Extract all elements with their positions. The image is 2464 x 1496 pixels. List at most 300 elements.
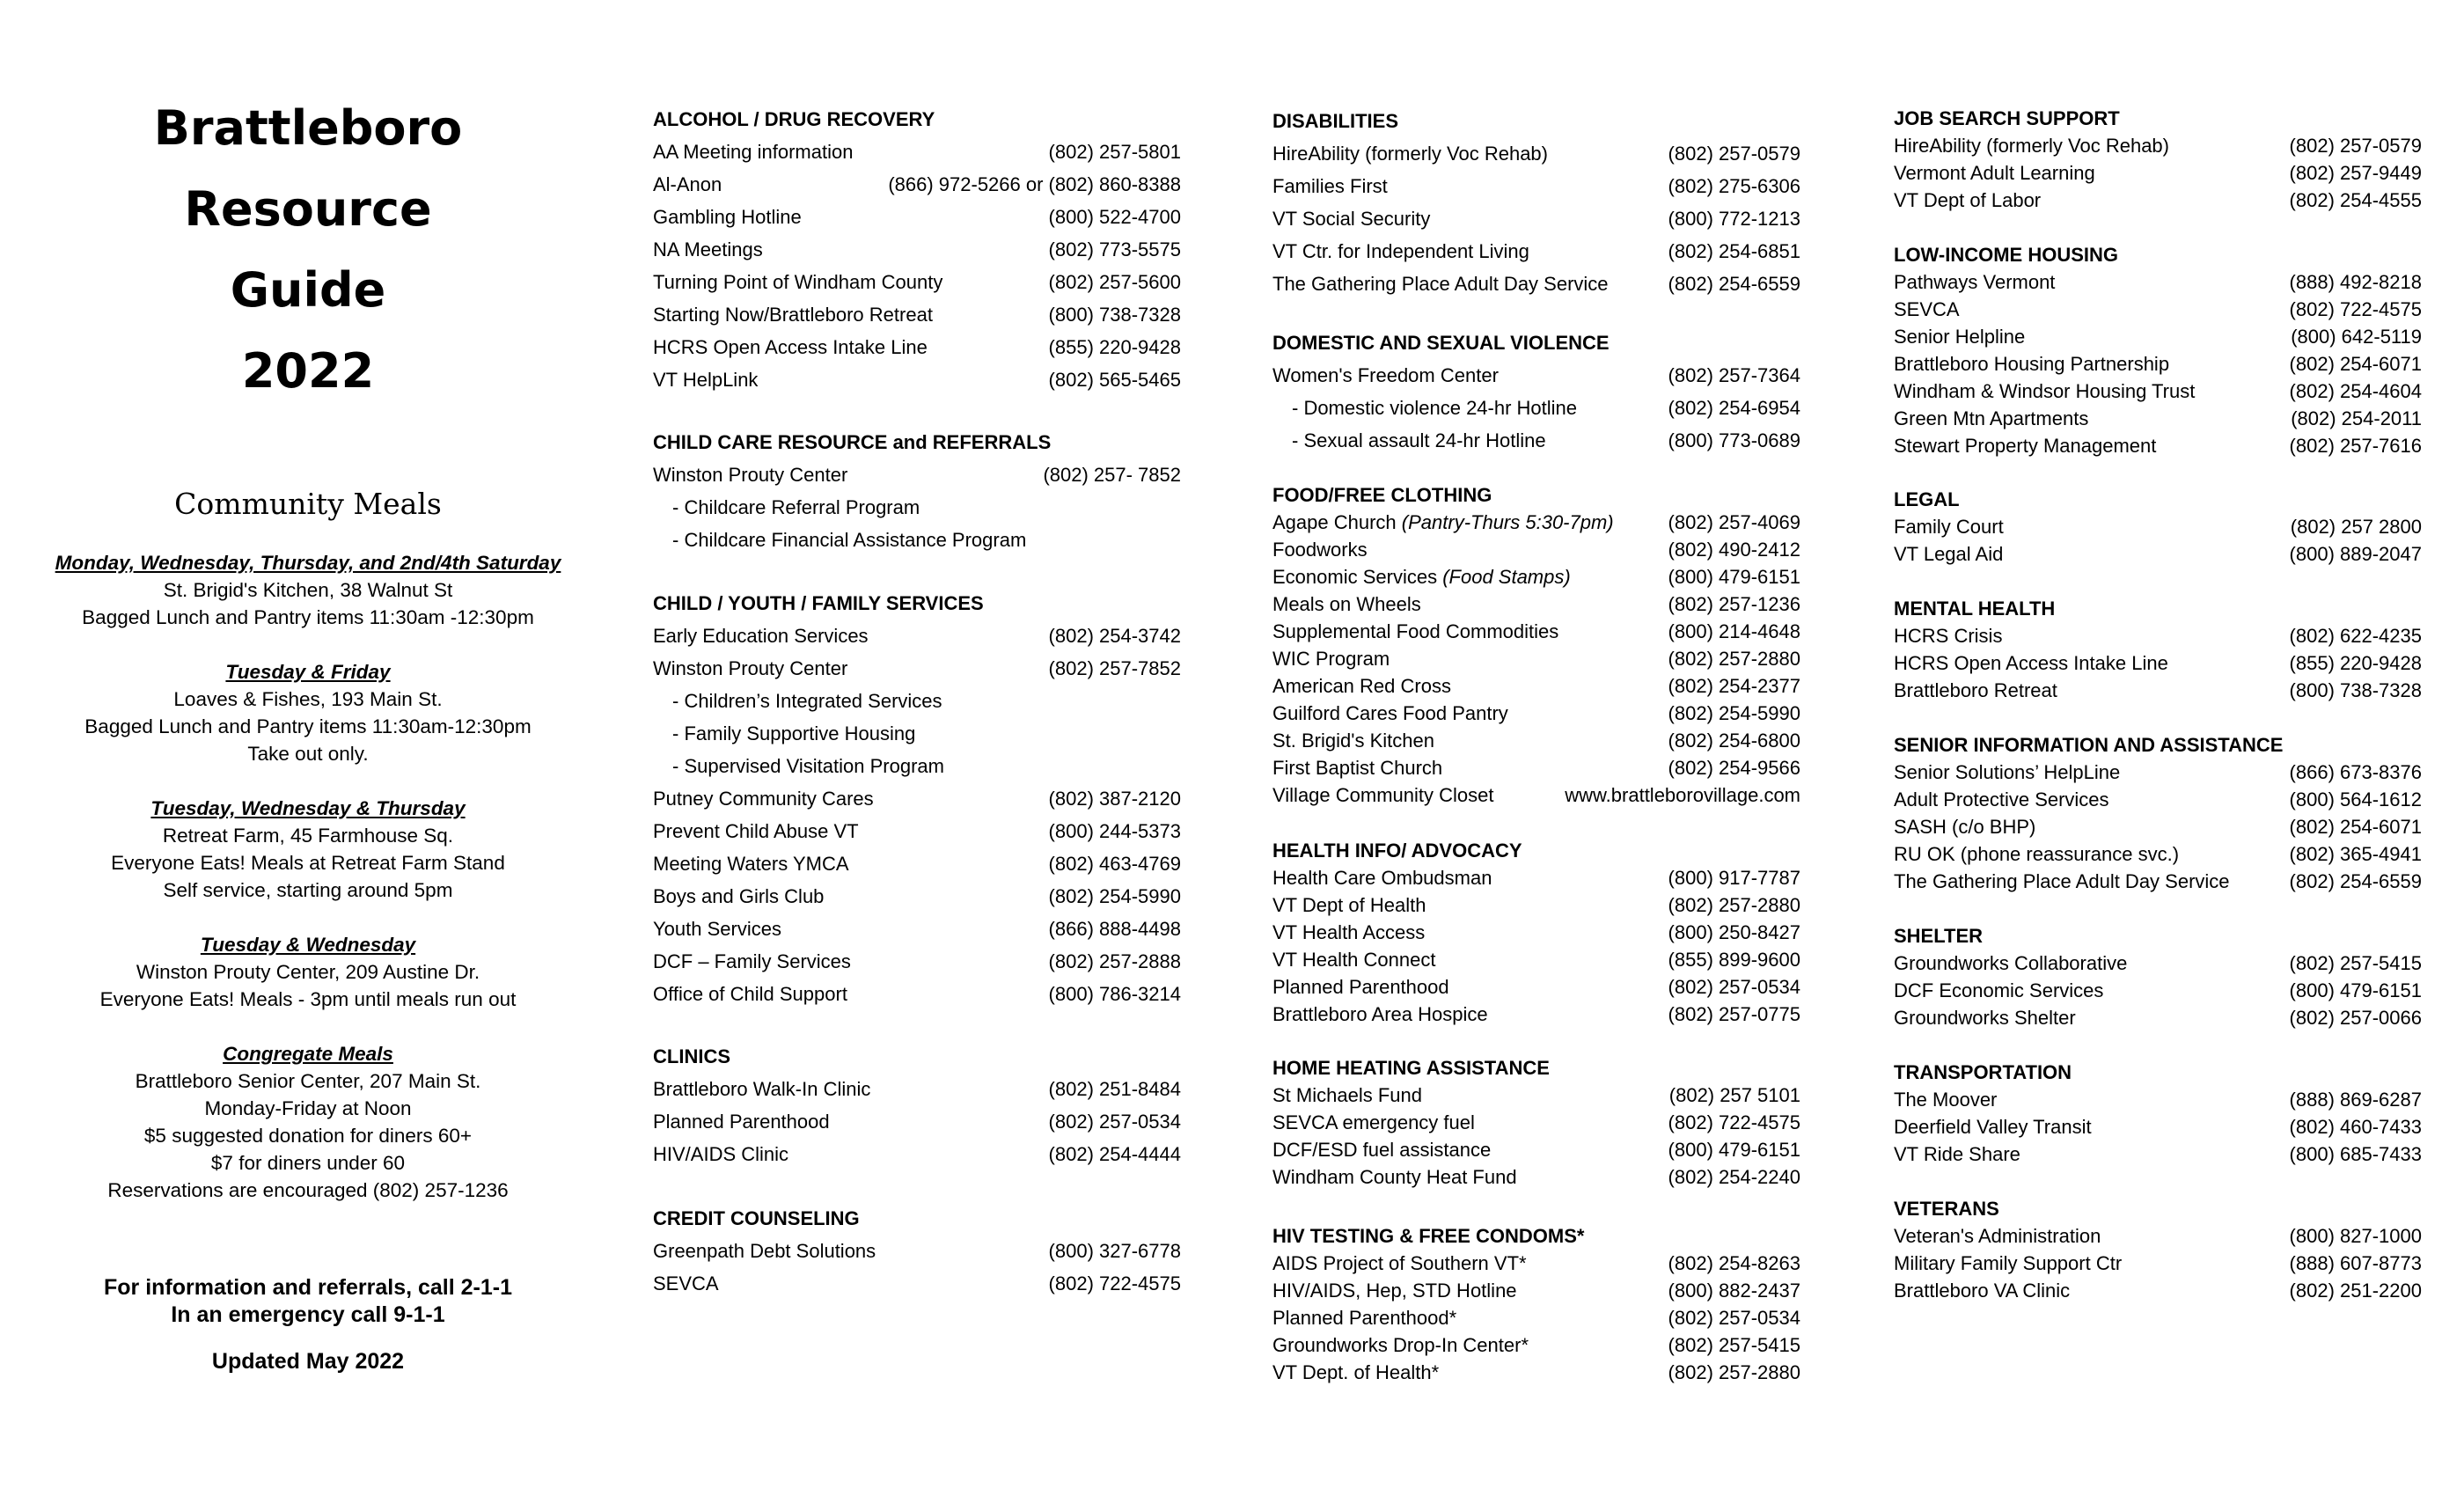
resource-phone: (800) 479-6151	[1668, 566, 1800, 588]
resource-name-text: VT Ride Share	[1894, 1143, 2020, 1165]
resource-name	[653, 815, 859, 847]
resource-row	[1272, 170, 1800, 202]
section-heading: CHILD / YOUTH / FAMILY SERVICES	[653, 592, 984, 614]
resource-name	[653, 978, 847, 1010]
resource-row	[653, 620, 1181, 652]
section-veterans	[1894, 1195, 2422, 1304]
resource-phone: (802) 254-4444	[1048, 1143, 1181, 1165]
section-heading: JOB SEARCH SUPPORT	[1894, 107, 2120, 129]
resource-phone: (800) 685-7433	[2289, 1143, 2422, 1165]
resource-phone: (802) 257-7852	[1048, 657, 1181, 679]
resource-name	[1894, 677, 2057, 704]
section-health-info	[1272, 837, 1800, 1028]
section-heading: VETERANS	[1894, 1198, 1999, 1220]
meal-schedule-heading: Tuesday & Friday	[225, 661, 391, 683]
resource-row	[653, 815, 1181, 847]
resource-name	[653, 847, 849, 880]
resource-phone: (802) 254-2377	[1668, 675, 1800, 697]
resource-name	[1894, 1113, 2092, 1140]
resource-name-text: VT Dept. of Health*	[1272, 1361, 1440, 1383]
resource-name	[1894, 1086, 1997, 1113]
resource-row	[1894, 378, 2422, 405]
resource-name-text: St. Brigid's Kitchen	[1272, 730, 1434, 752]
resource-name-text: Senior Solutions’ HelpLine	[1894, 761, 2121, 783]
section-heading: SHELTER	[1894, 925, 1984, 947]
resource-name-text: SASH (c/o BHP)	[1894, 816, 2036, 838]
resource-name-text: Brattleboro Walk-In Clinic	[653, 1078, 871, 1100]
resource-website: www.brattleborovillage.com	[1565, 784, 1800, 806]
resource-name	[1272, 563, 1571, 590]
resource-phone: (802) 254-6071	[2289, 816, 2422, 838]
meal-detail: Self service, starting around 5pm	[163, 879, 453, 901]
resource-name	[1272, 672, 1451, 700]
resource-phone: (802) 257-2880	[1668, 1361, 1800, 1383]
resource-name-text: Military Family Support Ctr	[1894, 1252, 2123, 1274]
resource-name	[1272, 919, 1425, 946]
resource-phone: (802) 257-0534	[1668, 976, 1800, 998]
resource-row	[1894, 513, 2422, 540]
meal-schedule-heading: Tuesday, Wednesday & Thursday	[150, 797, 466, 819]
resource-name	[653, 1073, 870, 1105]
resource-phone: (802) 254-2240	[1668, 1166, 1800, 1188]
resource-name-text: - Sexual assault 24-hr Hotline	[1292, 429, 1546, 451]
resource-name-text: Al-Anon	[653, 173, 722, 195]
resource-name	[1894, 432, 2156, 459]
resource-phone: (802) 257-7364	[1668, 364, 1800, 386]
meal-detail: St. Brigid's Kitchen, 38 Walnut St	[163, 579, 453, 601]
resource-name-text: Putney Community Cares	[653, 788, 874, 810]
resource-name	[653, 298, 933, 331]
meal-detail: Retreat Farm, 45 Farmhouse Sq.	[162, 825, 454, 847]
resource-phone: (802) 722-4575	[1668, 1111, 1800, 1133]
resource-name-text: Economic Services	[1272, 566, 1438, 588]
resource-name-text: Village Community Closet	[1272, 784, 1494, 806]
meal-detail: $7 for diners under 60	[210, 1152, 406, 1174]
resource-row	[1894, 132, 2422, 159]
resource-name	[1272, 137, 1548, 170]
resource-name	[653, 945, 851, 978]
resource-phone: (802) 257 5101	[1668, 1084, 1800, 1106]
resource-row	[1894, 868, 2422, 895]
resource-name-text: First Baptist Church	[1272, 757, 1443, 779]
resource-phone: (802) 251-2200	[2289, 1280, 2422, 1302]
section-heading: DISABILITIES	[1272, 110, 1399, 132]
section-heading: TRANSPORTATION	[1894, 1061, 2072, 1083]
resource-name-text: Meeting Waters YMCA	[653, 853, 849, 875]
resource-name	[1272, 973, 1449, 1001]
resource-name	[1272, 536, 1368, 563]
resource-name	[1272, 1136, 1491, 1163]
section-heading: CREDIT COUNSELING	[653, 1207, 860, 1229]
section-job-search	[1894, 105, 2422, 214]
resource-name-text: Deerfield Valley Transit	[1894, 1116, 2092, 1138]
resource-name	[1272, 1277, 1517, 1304]
resource-phone: (802) 463-4769	[1048, 853, 1181, 875]
resource-row	[1272, 781, 1800, 809]
resource-row	[1894, 677, 2422, 704]
resource-name-text: Winston Prouty Center	[653, 464, 848, 486]
resource-name	[1272, 891, 1426, 919]
resource-name-text: Stewart Property Management	[1894, 435, 2157, 457]
resource-name	[1894, 513, 2004, 540]
resource-note: (Food Stamps)	[1442, 566, 1571, 588]
resource-name-text: HireAbility (formerly Voc Rehab)	[1894, 135, 2169, 157]
resource-row	[1894, 950, 2422, 977]
resource-name-text: - Childcare Financial Assistance Program	[672, 529, 1027, 551]
resource-row	[1894, 813, 2422, 840]
resource-note: (Pantry-Thurs 5:30-7pm)	[1401, 511, 1614, 533]
resource-name-text: - Family Supportive Housing	[672, 722, 916, 744]
community-meals-heading: Community Meals	[174, 487, 442, 521]
section-hiv-testing	[1272, 1222, 1800, 1386]
resource-row	[1894, 350, 2422, 378]
resource-phone: (888) 492-8218	[2289, 271, 2422, 293]
resource-phone: (802) 254-4604	[2289, 380, 2422, 402]
resource-name-text: Planned Parenthood*	[1272, 1307, 1457, 1329]
resource-name-text: Brattleboro Retreat	[1894, 679, 2057, 701]
title-line: 2022	[241, 343, 375, 399]
resource-name	[1292, 392, 1577, 424]
section-heading: LEGAL	[1894, 488, 1960, 510]
resource-row	[653, 491, 1181, 524]
resource-name-text: Brattleboro Housing Partnership	[1894, 353, 2170, 375]
resource-row	[1894, 432, 2422, 459]
resource-row	[1272, 618, 1800, 645]
resource-name-text: Turning Point of Windham County	[653, 271, 943, 293]
resource-name	[653, 913, 781, 945]
footer	[0, 1274, 616, 1375]
resource-name-text: VT Legal Aid	[1894, 543, 2004, 565]
resource-phone: (800) 786-3214	[1048, 983, 1181, 1005]
resource-phone: (802) 254-9566	[1668, 757, 1800, 779]
resource-phone: (802) 254-2011	[2291, 407, 2422, 429]
resource-name-text: HireAbility (formerly Voc Rehab)	[1272, 143, 1548, 165]
resource-name	[1272, 1331, 1529, 1359]
resource-name-text: Family Court	[1894, 516, 2004, 538]
resource-row	[1272, 268, 1800, 300]
resource-name	[1272, 235, 1529, 268]
resource-name	[1894, 187, 2041, 214]
resource-row	[1272, 1359, 1800, 1386]
resource-name	[653, 1138, 788, 1170]
resource-name	[1272, 1250, 1527, 1277]
resource-name	[1272, 781, 1493, 809]
resource-name	[1272, 268, 1609, 300]
resource-name	[1272, 727, 1434, 754]
resource-phone: (855) 220-9428	[2289, 652, 2422, 674]
resource-name-text: VT Health Connect	[1272, 949, 1436, 971]
resource-name-text: Green Mtn Apartments	[1894, 407, 2089, 429]
resource-row	[1894, 759, 2422, 786]
resource-row	[1272, 672, 1800, 700]
resource-name	[1272, 1109, 1475, 1136]
resource-phone: (800) 479-6151	[2289, 979, 2422, 1001]
resource-phone: (802) 251-8484	[1048, 1078, 1181, 1100]
meal-schedule-heading: Congregate Meals	[223, 1043, 393, 1065]
resource-name	[653, 458, 847, 491]
meal-detail: Loaves & Fishes, 193 Main St.	[173, 688, 443, 710]
resource-name	[1894, 132, 2169, 159]
resource-name	[653, 1105, 830, 1138]
resource-name-text: - Children’s Integrated Services	[672, 690, 942, 712]
resource-name	[1272, 1359, 1439, 1386]
resource-row	[1894, 1277, 2422, 1304]
resource-phone: (800) 773-0689	[1668, 429, 1800, 451]
resource-name	[1894, 268, 2055, 296]
section-heading: HEALTH INFO/ ADVOCACY	[1272, 840, 1522, 862]
resource-name-text: Senior Helpline	[1894, 326, 2026, 348]
info-line: For information and referrals, call 2-1-1	[103, 1275, 512, 1300]
resource-row	[1272, 359, 1800, 392]
resource-name	[1272, 618, 1558, 645]
resource-name-text: Pathways Vermont	[1894, 271, 2056, 293]
meal-detail: Take out only.	[247, 743, 369, 765]
resource-phone: (802) 257-0579	[2289, 135, 2422, 157]
resource-row	[653, 266, 1181, 298]
resource-name-text: HCRS Open Access Intake Line	[653, 336, 928, 358]
resource-name-text: Windham & Windsor Housing Trust	[1894, 380, 2196, 402]
resource-row	[1272, 891, 1800, 919]
resource-name	[1272, 1304, 1456, 1331]
resource-row	[1272, 137, 1800, 170]
resource-row	[653, 363, 1181, 396]
resource-phone: (802) 722-4575	[1048, 1272, 1181, 1294]
resource-name-text: Early Education Services	[653, 625, 869, 647]
resource-name	[1272, 590, 1421, 618]
section-domestic-violence	[1272, 327, 1800, 457]
section-heading: LOW-INCOME HOUSING	[1894, 244, 2118, 266]
resource-phone: (802) 565-5465	[1048, 369, 1181, 391]
community-meals-list	[0, 549, 616, 1231]
resource-row	[1894, 323, 2422, 350]
resource-name-text: Brattleboro VA Clinic	[1894, 1280, 2071, 1302]
resource-name-text: HIV/AIDS, Hep, STD Hotline	[1272, 1280, 1517, 1302]
resource-row	[1272, 645, 1800, 672]
resource-name	[653, 331, 928, 363]
resource-row	[653, 1073, 1181, 1105]
resource-row	[1272, 1082, 1800, 1109]
resource-row	[1272, 946, 1800, 973]
resource-row	[1894, 405, 2422, 432]
resource-phone: (802) 254-5990	[1668, 702, 1800, 724]
section-heading: MENTAL HEALTH	[1894, 598, 2056, 620]
resource-name	[1272, 864, 1492, 891]
resource-name-text: Gambling Hotline	[653, 206, 802, 228]
resource-name	[1894, 1004, 2076, 1031]
resource-row	[1894, 1086, 2422, 1113]
resource-name-text: Boys and Girls Club	[653, 885, 825, 907]
resource-row	[1272, 973, 1800, 1001]
resource-row	[1272, 1304, 1800, 1331]
resource-name	[1894, 1250, 2122, 1277]
resource-name-text: Vermont Adult Learning	[1894, 162, 2095, 184]
resource-row	[653, 847, 1181, 880]
resource-name	[672, 717, 915, 750]
resource-phone: (866) 888-4498	[1048, 918, 1181, 940]
resource-phone: (802) 460-7433	[2289, 1116, 2422, 1138]
resource-name-text: Groundworks Drop-In Center*	[1272, 1334, 1529, 1356]
resource-phone: (802) 254-6559	[1668, 273, 1800, 295]
resource-phone: (802) 257-7616	[2289, 435, 2422, 457]
resource-phone: (802) 254-6800	[1668, 730, 1800, 752]
resource-row	[1894, 1113, 2422, 1140]
resource-phone: (802) 257-2888	[1048, 950, 1181, 972]
resource-name	[1272, 1082, 1422, 1109]
resource-phone: (802) 254-6071	[2289, 353, 2422, 375]
resource-row	[1894, 977, 2422, 1004]
resource-name	[1894, 1277, 2070, 1304]
resource-row	[653, 880, 1181, 913]
meal-group	[0, 931, 616, 1013]
resource-name	[653, 1267, 719, 1300]
resource-phone: (800) 214-4648	[1668, 620, 1800, 642]
resource-name-text: Guilford Cares Food Pantry	[1272, 702, 1508, 724]
resource-name-text: - Supervised Visitation Program	[672, 755, 944, 777]
resource-phone: (802) 490-2412	[1668, 539, 1800, 561]
resource-phone: (802) 257-1236	[1668, 593, 1800, 615]
resource-name-text: Meals on Wheels	[1272, 593, 1421, 615]
resource-name-text: St Michaels Fund	[1272, 1084, 1422, 1106]
meal-detail: Monday-Friday at Noon	[204, 1097, 412, 1119]
resource-row	[1894, 296, 2422, 323]
resource-name	[1894, 840, 2179, 868]
resource-row	[1272, 727, 1800, 754]
resource-name-text: Youth Services	[653, 918, 781, 940]
meal-group	[0, 795, 616, 904]
meal-group	[0, 549, 616, 631]
section-heading: HIV TESTING & FREE CONDOMS*	[1272, 1225, 1585, 1247]
resource-name-text: Windham County Heat Fund	[1272, 1166, 1517, 1188]
section-credit-counseling	[653, 1203, 1181, 1300]
resource-name-text: DCF Economic Services	[1894, 979, 2104, 1001]
resource-name-text: SEVCA	[653, 1272, 719, 1294]
resource-row	[1894, 649, 2422, 677]
resource-phone: (802) 257-9449	[2289, 162, 2422, 184]
resource-phone: (802) 254-6851	[1668, 240, 1800, 262]
meal-detail: Bagged Lunch and Pantry items 11:30am -12:30pm	[82, 606, 534, 628]
title-line: Brattleboro	[153, 100, 463, 156]
resource-name	[1894, 950, 2127, 977]
meal-detail: Everyone Eats! Meals at Retreat Farm Stand	[111, 852, 505, 874]
resource-name-text: SEVCA emergency fuel	[1272, 1111, 1475, 1133]
resource-name	[672, 685, 942, 717]
resource-name	[1894, 759, 2120, 786]
resource-phone: (888) 869-6287	[2289, 1089, 2422, 1111]
resource-phone: (800) 564-1612	[2289, 788, 2422, 810]
resource-phone: (800) 772-1213	[1668, 208, 1800, 230]
resource-row	[653, 1138, 1181, 1170]
resource-row	[1272, 1277, 1800, 1304]
resource-name-text: Adult Protective Services	[1894, 788, 2109, 810]
resource-row	[1894, 1250, 2422, 1277]
section-child-youth-family	[653, 588, 1181, 1010]
resource-row	[1894, 622, 2422, 649]
resource-phone: (800) 479-6151	[1668, 1139, 1800, 1161]
resource-name-text: VT Dept of Labor	[1894, 189, 2042, 211]
resource-phone: (802) 254-3742	[1048, 625, 1181, 647]
resource-name	[1894, 159, 2095, 187]
resource-row	[1272, 235, 1800, 268]
resource-name-text: Greenpath Debt Solutions	[653, 1240, 876, 1262]
resource-name	[1894, 296, 1960, 323]
resource-phone: (802) 257-0534	[1668, 1307, 1800, 1329]
resource-name	[653, 233, 763, 266]
resource-phone: (802) 387-2120	[1048, 788, 1181, 810]
resource-name	[1894, 405, 2088, 432]
resource-name	[653, 880, 824, 913]
resource-name	[1894, 649, 2168, 677]
resource-name	[1894, 323, 2025, 350]
resource-phone: (802) 254-6559	[2289, 870, 2422, 892]
resource-name-text: Planned Parenthood	[653, 1111, 830, 1133]
resource-name-text: - Domestic violence 24-hr Hotline	[1292, 397, 1578, 419]
resource-row	[653, 1235, 1181, 1267]
resource-name-text: Starting Now/Brattleboro Retreat	[653, 304, 933, 326]
resource-row	[1894, 1140, 2422, 1168]
resource-phone: (800) 882-2437	[1668, 1280, 1800, 1302]
resource-phone: (802) 257-2880	[1668, 894, 1800, 916]
resource-row	[653, 1105, 1181, 1138]
resource-name	[653, 168, 722, 201]
resource-row	[1272, 700, 1800, 727]
resource-name	[1894, 786, 2109, 813]
resource-row	[1894, 840, 2422, 868]
resource-phone: (802) 257-5600	[1048, 271, 1181, 293]
meal-group	[0, 1040, 616, 1204]
resource-name-text: WIC Program	[1272, 648, 1390, 670]
resource-phone: (802) 254-4555	[2289, 189, 2422, 211]
section-heading: FOOD/FREE CLOTHING	[1272, 484, 1492, 506]
resource-name-text: Veteran's Administration	[1894, 1225, 2101, 1247]
resource-phone: (802) 622-4235	[2289, 625, 2422, 647]
resource-row	[1272, 919, 1800, 946]
section-child-care	[653, 427, 1181, 556]
resource-name-text: - Childcare Referral Program	[672, 496, 920, 518]
section-senior-info	[1894, 731, 2422, 895]
resource-name	[653, 201, 802, 233]
resource-name	[653, 363, 758, 396]
section-alcohol-drug-recovery	[653, 104, 1181, 396]
resource-row	[653, 685, 1181, 717]
resource-phone: (800) 522-4700	[1048, 206, 1181, 228]
title-line: Guide	[230, 262, 386, 318]
resource-row	[653, 913, 1181, 945]
resource-phone: (802) 257-5801	[1048, 141, 1181, 163]
resource-phone: (802) 254-5990	[1048, 885, 1181, 907]
resource-row	[1894, 1004, 2422, 1031]
resource-name-text: Groundworks Shelter	[1894, 1007, 2076, 1029]
emergency-line: In an emergency call 9-1-1	[171, 1302, 445, 1327]
resource-row	[653, 750, 1181, 782]
section-home-heating	[1272, 1054, 1800, 1191]
resource-row	[1272, 202, 1800, 235]
resource-row	[1894, 268, 2422, 296]
resource-row	[1272, 509, 1800, 536]
resource-name-text: Prevent Child Abuse VT	[653, 820, 859, 842]
resource-name	[672, 491, 920, 524]
resource-phone: (800) 327-6778	[1048, 1240, 1181, 1262]
title-line: Resource	[184, 181, 432, 237]
resource-name-text: Families First	[1272, 175, 1388, 197]
resource-name-text: AIDS Project of Southern VT*	[1272, 1252, 1527, 1274]
resource-name	[672, 750, 944, 782]
resource-row	[653, 233, 1181, 266]
resource-name-text: NA Meetings	[653, 238, 763, 260]
resource-row	[653, 168, 1181, 201]
resource-name-text: The Moover	[1894, 1089, 1998, 1111]
resource-name	[1894, 1222, 2101, 1250]
section-food-clothing	[1272, 481, 1800, 809]
